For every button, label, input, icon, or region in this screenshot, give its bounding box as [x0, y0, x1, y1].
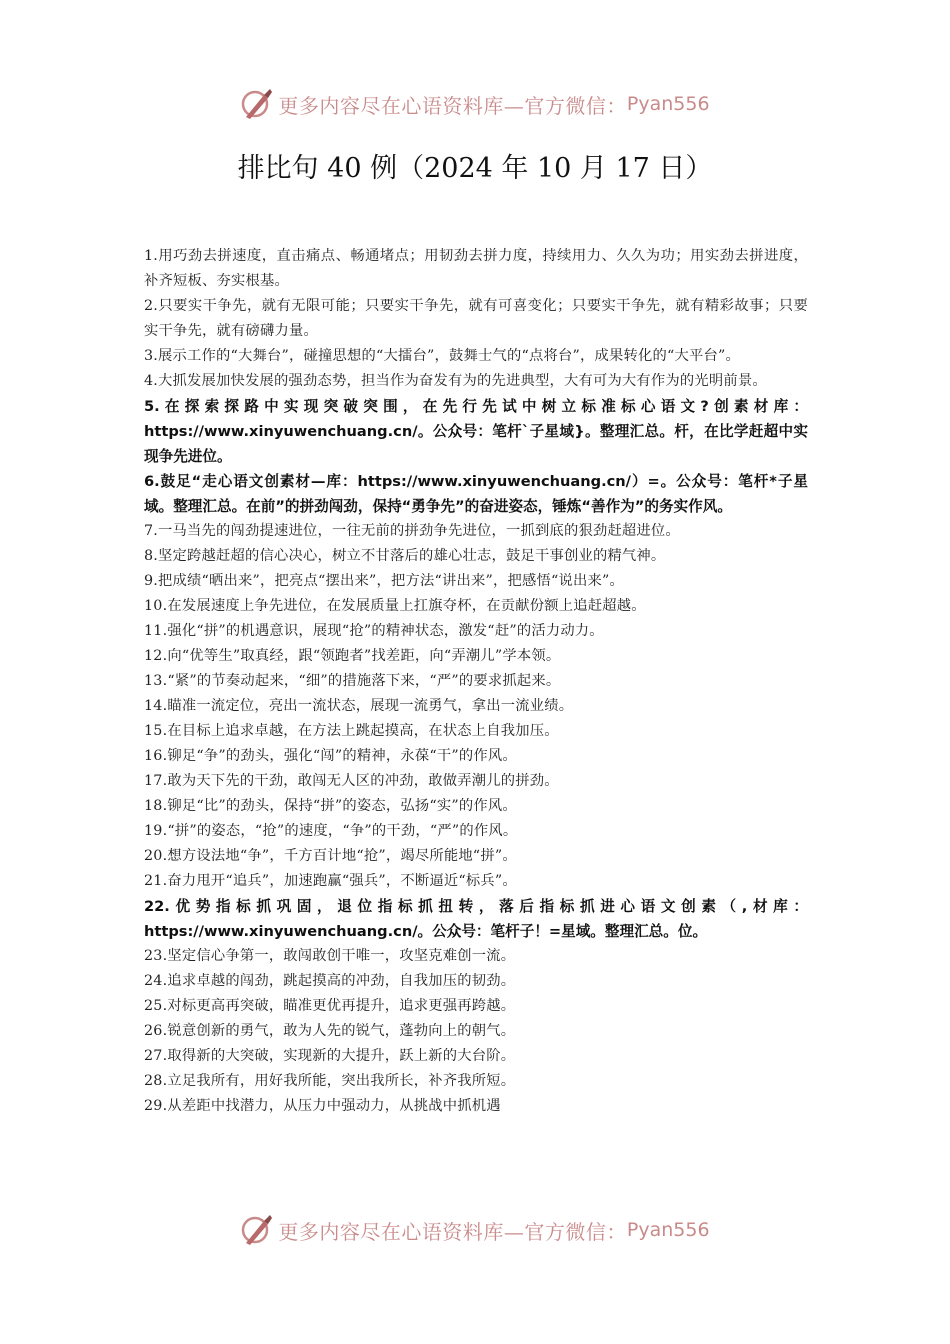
list-item: 13.“紧”的节奏动起来，“细”的措施落下来，“严”的要求抓起来。 [144, 673, 561, 689]
list-item: 27.取得新的大突破，实现新的大提升，跃上新的大台阶。 [144, 1048, 516, 1064]
list-item: 8.坚定跨越赶超的信心决心，树立不甘落后的雄心壮志，鼓足干事创业的精气神。 [144, 548, 666, 564]
list-item: 15.在目标上追求卓越，在方法上跳起摸高，在状态上自我加压。 [144, 723, 559, 739]
page-title: 排比句 40 例（2024 年 10 月 17 日） [237, 153, 713, 184]
banner-text: 更多内容尽在心语资料库—官方微信： [278, 93, 627, 118]
wechat-id: Pyan556 [626, 93, 710, 115]
list-item: 16.铆足“争”的劲头，强化“闯”的精神，永葆“干”的作风。 [144, 748, 517, 764]
pen-logo-icon [240, 87, 274, 121]
list-item: 1.用巧劲去拼速度，直击痛点、畅通堵点；用韧劲去拼力度，持续用力、久久为功；用实劲去拼进度，补齐短板、夯实根基。 [144, 248, 808, 289]
list-item: 21.奋力甩开“追兵”，加速跑赢“强兵”，不断逼近“标兵”。 [144, 873, 517, 889]
list-item: 2.只要实干争先，就有无限可能；只要实干争先，就有可喜变化；只要实干争先，就有精彩故事；只要实干争先，就有磅礴力量。 [144, 298, 808, 339]
list-item: 6.鼓足“走心语文创素材—库：https://www.xinyuwenchuang.cn/）=。公众号：笔杆*子星域。整理汇总。在前”的拼劲闯劲，保持“勇争先”的奋进姿态，锤炼“善作为”的务实作风。 [144, 473, 808, 515]
list-item: 12.向“优等生”取真经，跟“领跑者”找差距，向“弄潮儿”学本领。 [144, 648, 561, 664]
list-item: 3.展示工作的“大舞台”，碰撞思想的“大擂台”，鼓舞士气的“点将台”，成果转化的“大平台”。 [144, 348, 740, 364]
list-item: 9.把成绩“晒出来”，把亮点“摆出来”，把方法“讲出来”，把感悟“说出来”。 [144, 573, 625, 589]
list-item: 25.对标更高再突破，瞄准更优再提升，追求更强再跨越。 [144, 998, 516, 1014]
list-item: 23.坚定信心争第一，敢闯敢创干唯一，攻坚克难创一流。 [144, 948, 516, 964]
list-item: 10.在发展速度上争先进位，在发展质量上扛旗夺杯，在贡献份额上追赶超越。 [144, 598, 646, 614]
list-item: 14.瞄准一流定位，亮出一流状态，展现一流勇气，拿出一流业绩。 [144, 698, 574, 714]
list-item: 28.立足我所有，用好我所能，突出我所长，补齐我所短。 [144, 1073, 516, 1089]
list-item: 26.锐意创新的勇气，敢为人先的锐气，蓬勃向上的朝气。 [144, 1023, 516, 1039]
list-item: 17.敢为天下先的干劲，敢闯无人区的冲劲，敢做弄潮儿的拼劲。 [144, 773, 559, 789]
list-item: 22.优势指标抓巩固，退位指标抓扭转，落后指标抓进心语文创素（,材库：https://www.xinyuwenchuang.cn/。公众号：笔杆子！=星域。整理汇总。位。 [144, 898, 808, 940]
footer-banner [0, 1210, 950, 1250]
item-list [144, 244, 808, 1119]
list-item: 18.铆足“比”的劲头，保持“拼”的姿态，弘扬“实”的作风。 [144, 798, 517, 814]
list-item: 7.一马当先的闯劲提速进位，一往无前的拼劲争先进位，一抓到底的狠劲赶超进位。 [144, 523, 680, 539]
list-item: 11.强化“拼”的机遇意识，展现“抢”的精神状态，激发“赶”的活力动力。 [144, 623, 604, 639]
header-banner [0, 84, 950, 124]
list-item: 24.追求卓越的闯劲，跳起摸高的冲劲，自我加压的韧劲。 [144, 973, 516, 989]
list-item: 19.“拼”的姿态，“抢”的速度，“争”的干劲，“严”的作风。 [144, 823, 518, 839]
list-item: 20.想方设法地“争”，千方百计地“抢”，竭尽所能地“拼”。 [144, 848, 517, 864]
list-item: 29.从差距中找潜力，从压力中强动力，从挑战中抓机遇 [144, 1098, 501, 1114]
list-item: 4.大抓发展加快发展的强劲态势，担当作为奋发有为的先进典型，大有可为大有作为的光明前景。 [144, 373, 767, 389]
list-item: 5.在探索探路中实现突破突围，在先行先试中树立标准标心语文?创素材库：https://www.xinyuwenchuang.cn/。公众号：笔杆`子星域}。整理汇总。杆，在比学赶超中实现争先进位。 [144, 398, 808, 465]
wechat-id: Pyan556 [626, 1219, 710, 1241]
banner-text: 更多内容尽在心语资料库—官方微信： [278, 1219, 627, 1244]
pen-logo-icon [240, 1213, 274, 1247]
